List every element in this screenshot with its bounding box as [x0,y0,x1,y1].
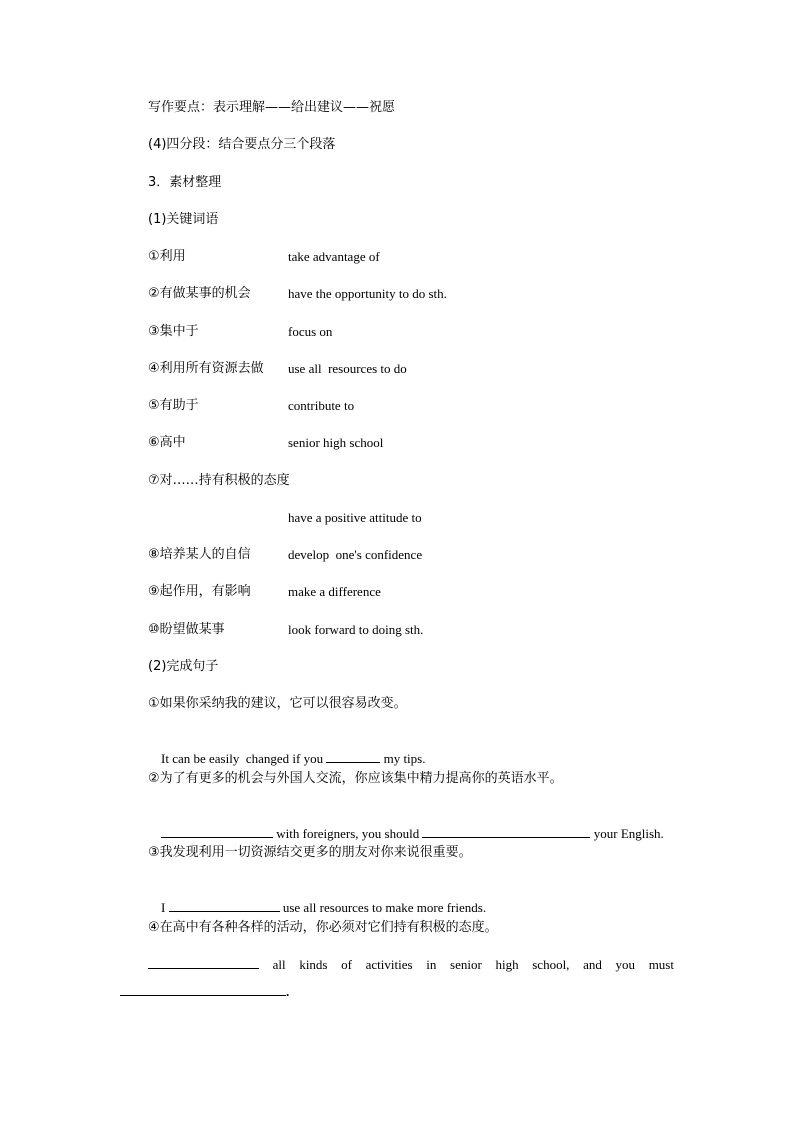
vocab-cn-3: ③集中于 [148,324,199,339]
sentence-en-2-mid: with foreigners, you should [273,826,423,841]
section3-title: 3．素材整理 [148,175,222,190]
sentence-en-4-cont [120,983,289,1001]
complete-title: (2)完成句子 [148,659,219,674]
sentence-en-4-word: in [426,957,437,972]
sentence-en-3-before: I [161,900,169,915]
vocab-cn-9: ⑨起作用，有影响 [148,584,251,599]
vocab-en-10: look forward to doing sth. [288,622,424,637]
writing-points: 写作要点：表示理解——给出建议——祝愿 [148,100,396,115]
keywords-title: (1)关键词语 [148,212,219,227]
sentence-en-1-before: It can be easily changed if you [161,751,327,766]
sentence-en-4-word: all [272,957,286,972]
sentence-en-4-word: kinds [299,957,328,972]
sentence-en-4-end: . [286,984,290,999]
paragraphs-note: (4)四分段：结合要点分三个段落 [148,137,336,152]
sentence-en-4-word: activities [365,957,413,972]
vocab-cn-2: ②有做某事的机会 [148,286,251,301]
sentence-en-4-word: senior [450,957,482,972]
vocab-en-8: develop one's confidence [288,547,423,562]
vocab-en-2: have the opportunity to do sth. [288,286,447,301]
vocab-cn-1: ①利用 [148,249,186,264]
sentence-cn-1: ①如果你采纳我的建议，它可以很容易改变。 [148,696,407,711]
answer-blank-2b[interactable] [422,825,590,838]
sentence-cn-4: ④在高中有各种各样的活动，你必须对它们持有积极的态度。 [148,920,498,935]
sentence-en-4-word: school, [532,957,570,972]
vocab-cn-7: ⑦对……持有积极的态度 [148,473,290,488]
sentence-cn-3: ③我发现利用一切资源结交更多的朋友对你来说很重要。 [148,845,472,860]
vocab-en-5: contribute to [288,398,355,413]
vocab-cn-6: ⑥高中 [148,435,186,450]
answer-blank-3[interactable] [169,899,280,912]
vocab-en-4: use all resources to do [288,361,407,376]
vocab-en-6: senior high school [288,435,384,450]
sentence-en-3-after: use all resources to make more friends. [279,900,487,915]
answer-blank-4a[interactable] [148,956,259,969]
sentence-en-4-word: high [495,957,519,972]
vocab-en-1: take advantage of [288,249,380,264]
sentence-en-2-after: your English. [590,826,664,841]
vocab-cn-10: ⑩盼望做某事 [148,622,225,637]
vocab-cn-8: ⑧培养某人的自信 [148,547,251,562]
sentence-en-4-word: and [583,957,602,972]
sentence-en-4-word: must [648,957,674,972]
answer-blank-2a[interactable] [161,825,273,838]
sentence-en-4 [148,956,674,974]
answer-blank-1[interactable] [326,750,380,763]
answer-blank-4b[interactable] [120,983,286,996]
vocab-en-3: focus on [288,324,333,339]
vocab-cn-4: ④利用所有资源去做 [148,361,264,376]
sentence-cn-2: ②为了有更多的机会与外国人交流，你应该集中精力提高你的英语水平。 [148,771,563,786]
vocab-cn-5: ⑤有助于 [148,398,199,413]
vocab-en-9: make a difference [288,584,381,599]
sentence-en-1-after: my tips. [380,751,426,766]
sentence-en-4-word: of [341,957,352,972]
sentence-en-4-word: you [615,957,636,972]
vocab-en-7: have a positive attitude to [288,510,422,525]
